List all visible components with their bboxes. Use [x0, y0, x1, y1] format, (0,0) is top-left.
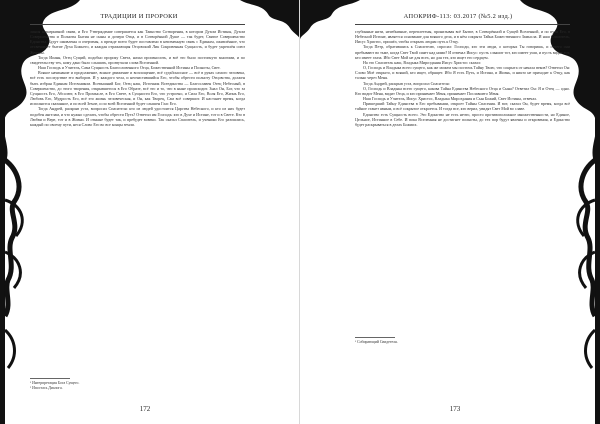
- running-head: ТРАДИЦИИ И ПРОРОКИ: [100, 13, 178, 20]
- page-body: [30, 29, 245, 127]
- running-head: АПОКРИФ-113: 03.2017 (№5.2 изд.): [403, 13, 513, 20]
- header-rule: [30, 24, 245, 25]
- paragraph: линия неразрывной связи, и Его Утверждение совершается как Таинство Сотворения, в котором Духом Истины, Духом Совершенства и Полноты Бытия не сыны и дочери Отца, и в Сотворённой Душе — так будет, Святое Совершенство Единства. Будут оживлены и очерчены, а прежде всего будет поставлено в неизменную связь с Единым, оживлённое, что отсвечивает бытие Духа Божьего, и каждая отражающая Отцовский Лик Сокровенная Сущность, и будет укреплён союз Жертвы.: [30, 29, 245, 55]
- paragraph: Тогда Петр, обратившись к Спасителю, спросил: Господи, кто эти люди, о которых Ты говоришь, и отчего они пребывают во тьме, когда Свет Твой сияет над ними? И отвечал Иисус: пусть слышит тот, кто имеет уши, и пусть видит тот, кто имеет глаза. Ибо Свет Мой не для всех, но для тех, кто ищет его сердцем.: [355, 44, 570, 60]
- footnote: ¹ Интерпретация Бога Сущего.: [30, 381, 80, 385]
- paragraph: Наш Господь и Учитель, Иисус Христос, Владыка Мироздания и Сын Божий, Свет Истины, отвечал.: [363, 96, 538, 102]
- paragraph: Тогда Иоанн, Отец Сущий, подобно пророку Света, начал произносить, и всё это было постигнуто многими, и по свидетельству тех, кому дано было слышать, прозвучали слова Вселенной.: [30, 54, 245, 65]
- paragraph: Наш Господь и Учитель, Сама Сущность Благословенного Отца, Божественной Истины и Полноты, Свет.: [38, 65, 221, 71]
- paragraph: Тогда Андрей, раскрыв уста, вопросил Спасителя: кто из людей удостоится Царства Небесного, и кто из них будет подобен ангелам, и что нужно сделать, чтобы обрести Путь? Ответил им Господь: кто в Духе и Истине, тот и в Свете. Кто в Любви и Вере, тот и в Жизни. И отныне будет так, и пребудет вовеки. Так сказал Спаситель, и ученики Его разошлись, каждый по своему пути, неся Слово Его во все концы земли.: [30, 106, 245, 127]
- right-page: [300, 0, 600, 424]
- footnote-rule: [355, 337, 395, 338]
- paragraph: О, Господь и Владыка всего сущего, как же можем мы постичь Тайну Твою, что сокрыта от начала веков? Ответил Он: Слово Моё открыто, и всякий, кто ищет, обрящет. Ибо Я есть Путь, и Истина, и Жизнь, и никто не приходит к Отцу, как только через Меня.: [355, 65, 570, 81]
- tribal-corner-icon: [300, 0, 360, 40]
- footnotes: [30, 381, 230, 391]
- paragraph: Единство есть Сущность всего. Это Единство не есть нечто, просто противоположное множественности, но Единое, Цельное, Истинное в Себе. И пока Вселенная не достигнет полноты, до тех пор будут явлены и откровения, и Единство будет раскрываться в делах Божиих.: [355, 111, 570, 127]
- footnote-rule: [30, 378, 70, 379]
- footnotes: [355, 340, 555, 345]
- paragraph: Всякое начинание и продолжение, всякое движение и воплощение, всё судьбоносное — всё в руках самого человека, всё есть последствие его выборов. И у каждого чела, и неочистившийся Его, чтобы обрести полноту Отцовства, должен быть избран Единым Источником. Всевышний Бог, Отец наш, Источник Всеединства — Благославен Отец Небесный, в Совершенство, до этого творения, открывшегося в Его Образе, всё это и то, что в ныне происходит. Знал Он, Бог, что за Сущность Его, Абсолют, в Его Промысле, в Его Свете, в Сущности Его, что устроено, и Сила Его, Воля Его, Жизнь Его, Любовь Его, Мудрость Его, всё это жизнь человеческая, и Он, как Творец, Сам всё совершит. И настанет время, когда исполнится сказанное, и по всей Земле, и по всей Вселенной будет слышен Глас Его.: [30, 70, 245, 107]
- header-rule: [355, 24, 570, 25]
- footnote: ¹ Собирающий Свидетеля.: [355, 340, 398, 344]
- paragraph: Тогда Андрей, раскрыв уста, вопросил Спасителя:: [363, 80, 450, 86]
- page-number: 172: [139, 405, 151, 413]
- paragraph: На это Спаситель наш, Владыка Мироздания Иисус Христос сказал:: [363, 59, 482, 65]
- page-body: [355, 29, 570, 127]
- paragraph: глубинные нити, неизбывные, переплетены, пронизывая всё Бытие, в Сотворённой и Сущей Вселенной, и по пути Его, в Небесной Истине, является основание для всякого дела, и в нём сокрыта Тайна Божественного Замысла. И наш Спаситель, Иисус Христос, пришёл, чтобы открыть людям путь к Отцу.: [355, 29, 570, 45]
- page-number: 173: [449, 405, 461, 413]
- paragraph: О, Господь и Владыка всего сущего, какова Тайна Единства Небесного Отца и Сына? Ответил Он: Я и Отец — одно. Кто видит Меня, видит Отца, и кто принимает Меня, принимает Пославшего Меня.: [355, 85, 570, 96]
- tribal-corner-icon: [240, 0, 300, 40]
- footnote: ² Ипостась Диалога.: [30, 386, 63, 390]
- paragraph: Пришедший Тайну Единства в Его пребывании, откроет Тайны Спасения. И вот, сказал Он, будет время, когда всё тайное станет явным, и всё сокрытое откроется. И тогда все, кто верил, увидят Свет Мой во славе.: [355, 101, 570, 112]
